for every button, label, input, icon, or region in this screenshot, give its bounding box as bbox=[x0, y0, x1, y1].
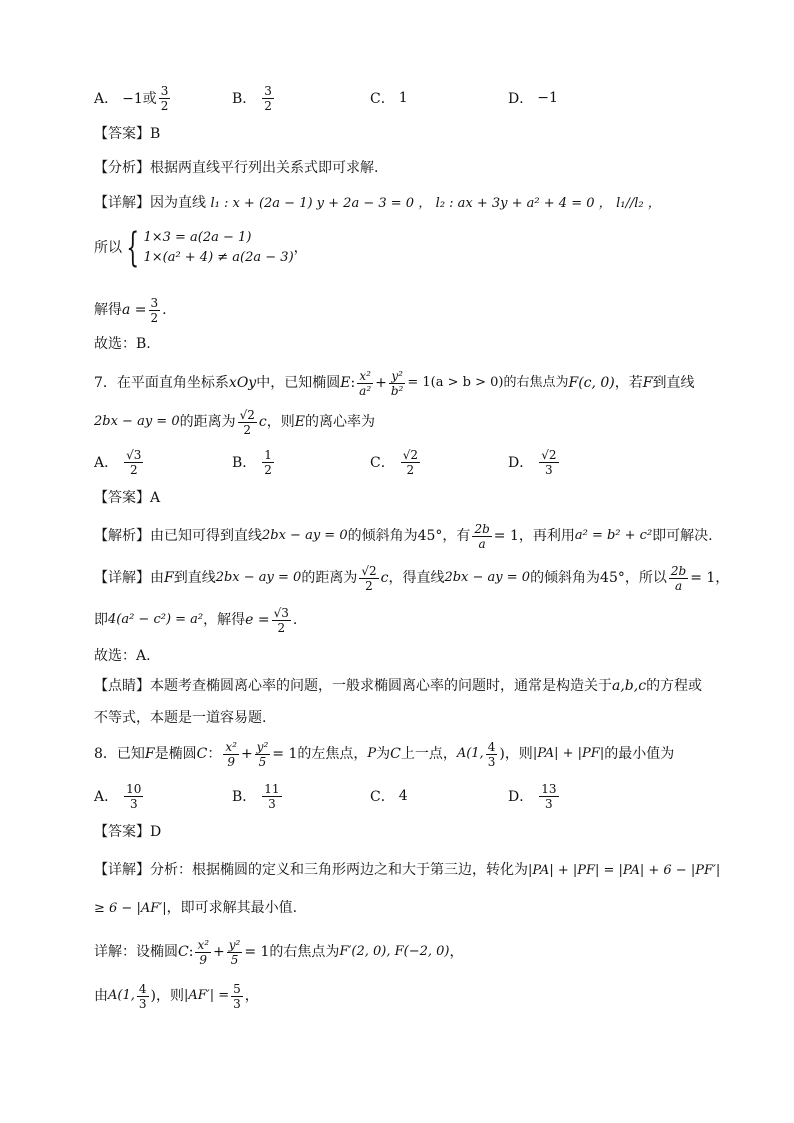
fraction bbox=[359, 564, 378, 593]
option-label: B． bbox=[232, 91, 257, 107]
denominator: 5 bbox=[230, 952, 239, 967]
fraction bbox=[227, 938, 243, 967]
stem-text: 上一点， bbox=[400, 746, 457, 762]
denominator: a bbox=[674, 578, 683, 593]
plus-sign: + bbox=[240, 746, 253, 762]
fraction bbox=[401, 448, 420, 477]
detail-text: ，则 bbox=[155, 988, 184, 1004]
stem-var: 2bx − ay = 0 bbox=[94, 414, 180, 429]
fraction bbox=[223, 740, 239, 769]
detail-var: A(1, bbox=[108, 988, 135, 1003]
q6-option-c bbox=[370, 76, 408, 120]
option-label: C． bbox=[370, 789, 395, 805]
stem-var: P bbox=[367, 746, 377, 761]
detail-text: 的距离为 bbox=[301, 570, 358, 586]
detail-text: 的倾斜角为45°，所以 bbox=[530, 570, 667, 586]
dianjing-var: a,b,c bbox=[612, 678, 647, 694]
stem-text: 是椭圆 bbox=[154, 746, 197, 762]
denominator: 2 bbox=[150, 310, 159, 325]
detail-var: e = bbox=[245, 612, 270, 628]
denominator: 3 bbox=[138, 996, 147, 1011]
detail-text: ，得直线 bbox=[388, 570, 445, 586]
q8-detail-line-3 bbox=[94, 932, 714, 972]
stem-text: = 1(a > b > 0)的右焦点为 bbox=[407, 375, 569, 390]
punctuation: . bbox=[162, 302, 167, 318]
denominator: 3 bbox=[545, 796, 553, 811]
denominator: 2 bbox=[264, 462, 272, 477]
fraction bbox=[389, 369, 406, 398]
q7-option-d bbox=[508, 440, 561, 484]
q7-answer bbox=[94, 488, 714, 508]
numerator: √3 bbox=[126, 447, 142, 462]
stem-text: ，则 bbox=[266, 414, 295, 430]
numerator: 2b bbox=[474, 521, 490, 536]
stem-var: F(c, 0) bbox=[568, 375, 615, 391]
fraction bbox=[357, 369, 373, 398]
stem-var: C bbox=[390, 746, 401, 762]
solve-variable: a = bbox=[122, 302, 147, 318]
q7-stem-line-1 bbox=[94, 366, 714, 400]
detail-var: |AF′| = bbox=[183, 988, 230, 1003]
numerator: 10 bbox=[126, 781, 142, 796]
option-text: 1 bbox=[398, 90, 408, 106]
q8-detail-line-4 bbox=[94, 976, 714, 1016]
detail-text: 即 bbox=[94, 612, 108, 628]
option-label: D． bbox=[508, 789, 534, 805]
denominator: 9 bbox=[199, 952, 208, 967]
stem-var: xOy bbox=[228, 375, 257, 391]
jiexi-var: 2bx − ay = 0 bbox=[262, 528, 348, 543]
option-label: B． bbox=[232, 455, 257, 471]
denominator: b² bbox=[390, 383, 404, 398]
denominator: 2 bbox=[160, 98, 169, 113]
fraction bbox=[262, 448, 274, 477]
fraction bbox=[262, 782, 281, 811]
q8-option-d bbox=[508, 774, 561, 818]
detail-tag: 【详解】 bbox=[94, 570, 150, 586]
detail-text: ，即可求解其最小值. bbox=[166, 900, 298, 916]
fraction bbox=[238, 408, 257, 437]
jiexi-var: a² = b² + c² bbox=[574, 528, 653, 543]
denominator: 2 bbox=[129, 462, 138, 477]
numerator: 3 bbox=[150, 295, 159, 310]
denominator: 3 bbox=[487, 754, 496, 769]
q6-choose bbox=[94, 334, 714, 354]
brace-icon: { bbox=[126, 225, 140, 271]
parallel-condition: l₁//l₂ ， bbox=[616, 196, 661, 211]
numerator: 11 bbox=[264, 781, 280, 796]
numerator: √2 bbox=[239, 407, 255, 422]
detail-var: 2bx − ay = 0 bbox=[215, 570, 302, 585]
analysis-text: 根据两直线平行列出关系式即可求解. bbox=[150, 160, 379, 176]
detail-text: 由 bbox=[94, 988, 108, 1004]
denominator: 2 bbox=[243, 422, 252, 437]
detail-text: 到直线 bbox=[173, 570, 216, 586]
stem-var: E bbox=[340, 375, 351, 391]
analysis-tag: 【分析】 bbox=[94, 160, 150, 176]
numerator: √2 bbox=[361, 563, 377, 578]
detail-text: : bbox=[188, 944, 194, 960]
plus-sign: + bbox=[213, 944, 225, 960]
stem-text: 中，已知椭圆 bbox=[256, 375, 341, 391]
fraction bbox=[137, 982, 149, 1011]
denominator: 3 bbox=[545, 462, 553, 477]
numerator: √2 bbox=[541, 447, 557, 462]
option-text: −1或 bbox=[122, 91, 157, 107]
numerator: 13 bbox=[541, 781, 557, 796]
line-l2-equation: l₂ : ax + 3y + a² + 4 = 0 ， bbox=[435, 196, 612, 211]
q7-dianjing-line-1 bbox=[94, 676, 714, 696]
stem-text: 的最小值为 bbox=[604, 746, 675, 762]
numerator: y² bbox=[228, 937, 241, 952]
q7-dianjing-line-2 bbox=[94, 708, 714, 728]
plus-sign: + bbox=[375, 375, 387, 391]
q8-options bbox=[94, 774, 714, 818]
numerator: 1 bbox=[264, 447, 272, 462]
stem-var: E bbox=[294, 414, 305, 430]
so-text: 所以 bbox=[94, 240, 122, 256]
q7-jiexi bbox=[94, 516, 714, 556]
denominator: 2 bbox=[365, 578, 373, 593]
detail-var: ≥ 6 − |AF′| bbox=[94, 901, 167, 916]
detail-var: c bbox=[380, 570, 389, 586]
denominator: 3 bbox=[268, 796, 276, 811]
stem-text: ： bbox=[207, 746, 222, 762]
denominator: 2 bbox=[264, 98, 272, 113]
q8-stem bbox=[94, 734, 714, 774]
q7-option-a bbox=[94, 440, 145, 484]
stem-text: = 1的左焦点， bbox=[272, 746, 368, 762]
q8-option-c bbox=[370, 774, 408, 818]
answer-value: A bbox=[150, 490, 161, 506]
numerator: 2b bbox=[670, 563, 687, 578]
numerator: 3 bbox=[160, 83, 169, 98]
q6-solve bbox=[94, 290, 714, 330]
denominator: 3 bbox=[129, 796, 138, 811]
jiexi-text: 即可解决. bbox=[652, 528, 713, 544]
equation-system bbox=[94, 225, 308, 271]
fraction bbox=[486, 740, 498, 769]
stem-text: ，若 bbox=[614, 375, 643, 391]
stem-text: 的距离为 bbox=[179, 414, 236, 430]
q6-option-d bbox=[508, 76, 558, 120]
stem-text: 8．已知 bbox=[94, 746, 145, 762]
stem-text: ) bbox=[499, 746, 505, 762]
punctuation: ， bbox=[293, 240, 308, 256]
stem-text: : bbox=[350, 375, 356, 391]
fraction bbox=[231, 982, 243, 1011]
option-label: D． bbox=[508, 455, 534, 471]
stem-var: |PA| + |PF| bbox=[532, 746, 605, 761]
solve-text: 解得 bbox=[94, 302, 122, 318]
denominator: 5 bbox=[258, 754, 267, 769]
dianjing-text: 的方程或 bbox=[646, 678, 703, 694]
system-row-2: 1×(a² + 4) ≠ a(2a − 3) bbox=[143, 250, 294, 265]
answer-tag: 【答案】 bbox=[94, 824, 150, 840]
detail-var: C bbox=[178, 944, 189, 960]
answer-value: B bbox=[150, 126, 161, 142]
stem-var: F bbox=[642, 375, 653, 391]
choose-text: 故选：B. bbox=[94, 336, 151, 352]
fraction bbox=[472, 522, 491, 551]
detail-tag: 【详解】 bbox=[94, 862, 150, 878]
fraction bbox=[255, 740, 271, 769]
q7-detail-line-2 bbox=[94, 600, 714, 640]
answer-value: D bbox=[150, 824, 162, 840]
detail-var: 4(a² − c²) = a² bbox=[108, 612, 204, 627]
numerator: 4 bbox=[138, 981, 147, 996]
detail-text: 由 bbox=[150, 570, 164, 586]
fraction bbox=[124, 782, 143, 811]
dianjing-tag: 【点睛】 bbox=[94, 678, 150, 694]
denominator: 2 bbox=[277, 620, 286, 635]
dianjing-text: 不等式，本题是一道容易题. bbox=[94, 710, 267, 726]
system-rows bbox=[143, 228, 293, 268]
detail-text: ) bbox=[150, 988, 156, 1004]
option-label: C． bbox=[370, 91, 395, 107]
detail-text: ， bbox=[244, 988, 259, 1004]
q8-answer bbox=[94, 822, 714, 842]
stem-text: 的离心率为 bbox=[304, 414, 375, 430]
denominator: a bbox=[478, 536, 486, 551]
numerator: x² bbox=[197, 937, 210, 952]
stem-var: A(1, bbox=[456, 746, 484, 761]
fraction bbox=[262, 84, 274, 113]
q7-detail-line-1 bbox=[94, 558, 730, 598]
numerator: x² bbox=[359, 368, 371, 383]
option-label: C． bbox=[370, 455, 395, 471]
stem-var: C bbox=[196, 746, 208, 762]
stem-text: 为 bbox=[376, 746, 391, 762]
numerator: y² bbox=[256, 739, 269, 754]
numerator: 4 bbox=[487, 739, 496, 754]
q7-options bbox=[94, 440, 714, 484]
q6-analysis bbox=[94, 158, 714, 178]
q6-detail bbox=[94, 193, 714, 214]
detail-var: F bbox=[164, 570, 174, 586]
q6-option-b bbox=[232, 76, 276, 120]
q6-options bbox=[94, 76, 714, 120]
answer-tag: 【答案】 bbox=[94, 126, 150, 142]
detail-text: = 1， bbox=[690, 570, 730, 586]
q6-answer bbox=[94, 124, 714, 144]
jiexi-tag: 【解析】 bbox=[94, 528, 150, 544]
option-label: A． bbox=[94, 91, 119, 107]
option-text: −1 bbox=[537, 90, 558, 106]
q8-option-a bbox=[94, 774, 145, 818]
line-l1-equation: l₁ : x + (2a − 1) y + 2a − 3 = 0 ， bbox=[210, 196, 432, 211]
fraction bbox=[272, 606, 291, 635]
detail-text: ，解得 bbox=[203, 612, 246, 628]
numerator: 3 bbox=[264, 83, 272, 98]
option-text: 4 bbox=[398, 788, 408, 804]
numerator: y² bbox=[391, 368, 403, 383]
jiexi-text: = 1，再利用 bbox=[493, 528, 575, 544]
detail-text: 因为直线 bbox=[150, 195, 206, 211]
detail-text: 分析：根据椭圆的定义和三角形两边之和大于第三边，转化为 bbox=[150, 862, 528, 878]
choose-text: 故选：A. bbox=[94, 648, 151, 664]
option-label: A． bbox=[94, 789, 119, 805]
dianjing-text: 本题考查椭圆离心率的问题，一般求椭圆离心率的问题时，通常是构造关于 bbox=[150, 678, 612, 694]
numerator: √3 bbox=[273, 605, 289, 620]
detail-text: ， bbox=[449, 944, 464, 960]
option-label: B． bbox=[232, 789, 257, 805]
denominator: 9 bbox=[227, 754, 235, 769]
detail-var: F′(2, 0), F(−2, 0) bbox=[339, 944, 450, 959]
fraction bbox=[539, 782, 558, 811]
numerator: 5 bbox=[233, 981, 241, 996]
q7-option-c bbox=[370, 440, 422, 484]
denominator: a² bbox=[359, 383, 372, 398]
stem-text: 到直线 bbox=[652, 375, 695, 391]
denominator: 2 bbox=[406, 462, 415, 477]
detail-text: = 1的右焦点为 bbox=[244, 944, 340, 960]
fraction bbox=[669, 564, 688, 593]
denominator: 3 bbox=[233, 996, 241, 1011]
stem-var: F bbox=[144, 746, 155, 762]
q7-choose bbox=[94, 646, 714, 666]
stem-text: ，则 bbox=[504, 746, 533, 762]
detail-var: |PA| + |PF| = |PA| + 6 − |PF′| bbox=[528, 863, 721, 878]
system-row-1: 1×3 = a(2a − 1) bbox=[143, 230, 252, 245]
detail-text: 详解：设椭圆 bbox=[94, 944, 178, 960]
q8-detail-line-1 bbox=[94, 860, 721, 881]
q8-option-b bbox=[232, 774, 284, 818]
numerator: √2 bbox=[402, 447, 418, 462]
detail-tag: 【详解】 bbox=[94, 195, 150, 211]
detail-text: . bbox=[292, 612, 298, 628]
stem-text: 7．在平面直角坐标系 bbox=[94, 375, 229, 391]
detail-var: 2bx − ay = 0 bbox=[444, 570, 531, 585]
fraction bbox=[124, 448, 143, 477]
option-label: A． bbox=[94, 455, 119, 471]
answer-tag: 【答案】 bbox=[94, 490, 150, 506]
q7-stem-line-2 bbox=[94, 402, 714, 442]
jiexi-text: 的倾斜角为45°，有 bbox=[347, 528, 471, 544]
q8-detail-line-2 bbox=[94, 898, 714, 919]
jiexi-text: 由已知可得到直线 bbox=[150, 528, 262, 544]
fraction bbox=[539, 448, 558, 477]
stem-var: c bbox=[258, 414, 267, 430]
q7-option-b bbox=[232, 440, 276, 484]
fraction bbox=[149, 296, 161, 325]
option-label: D． bbox=[508, 91, 534, 107]
q6-option-a bbox=[94, 76, 172, 120]
fraction bbox=[195, 938, 211, 967]
fraction bbox=[159, 84, 171, 113]
q6-system bbox=[94, 225, 714, 278]
numerator: x² bbox=[225, 739, 237, 754]
